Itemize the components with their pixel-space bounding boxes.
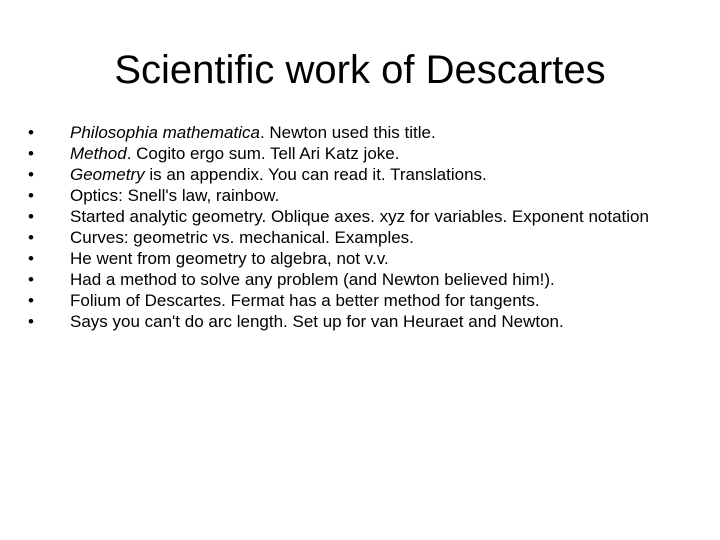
bullet-list <box>28 122 688 332</box>
bullet-italic-text: Philosophia mathematica <box>70 123 260 142</box>
bullet-item <box>28 227 688 248</box>
slide-title: Scientific work of Descartes <box>114 48 606 92</box>
bullet-icon: • <box>28 291 34 310</box>
bullet-text: Started analytic geometry. Oblique axes. xyz for variables. Exponent notation <box>70 207 649 226</box>
bullet-icon: • <box>28 270 34 289</box>
bullet-icon: • <box>28 165 34 184</box>
bullet-item <box>28 269 688 290</box>
bullet-text: is an appendix. You can read it. Translations. <box>144 165 487 184</box>
bullet-text: Curves: geometric vs. mechanical. Examples. <box>70 228 414 247</box>
bullet-italic-text: Method <box>70 144 127 163</box>
bullet-italic-text: Geometry <box>70 165 145 184</box>
bullet-item <box>28 248 688 269</box>
bullet-item <box>28 143 688 164</box>
bullet-item <box>28 290 688 311</box>
bullet-icon: • <box>28 249 34 268</box>
bullet-icon: • <box>28 144 34 163</box>
bullet-icon: • <box>28 186 34 205</box>
bullet-item <box>28 185 688 206</box>
bullet-text: Optics: Snell's law, rainbow. <box>70 186 280 205</box>
bullet-icon: • <box>28 312 34 331</box>
bullet-text: . Newton used this title. <box>259 123 436 142</box>
bullet-text: Had a method to solve any problem (and Newton believed him!). <box>70 270 555 289</box>
bullet-icon: • <box>28 207 34 226</box>
bullet-item <box>28 122 688 143</box>
bullet-item <box>28 206 688 227</box>
bullet-item <box>28 311 688 332</box>
bullet-icon: • <box>28 123 34 142</box>
bullet-text: Folium of Descartes. Fermat has a better method for tangents. <box>70 291 540 310</box>
bullet-icon: • <box>28 228 34 247</box>
bullet-text: . Cogito ergo sum. Tell Ari Katz joke. <box>126 144 400 163</box>
bullet-item <box>28 164 688 185</box>
bullet-text: He went from geometry to algebra, not v.v. <box>70 249 389 268</box>
bullet-text: Says you can't do arc length. Set up for van Heuraet and Newton. <box>70 312 564 331</box>
